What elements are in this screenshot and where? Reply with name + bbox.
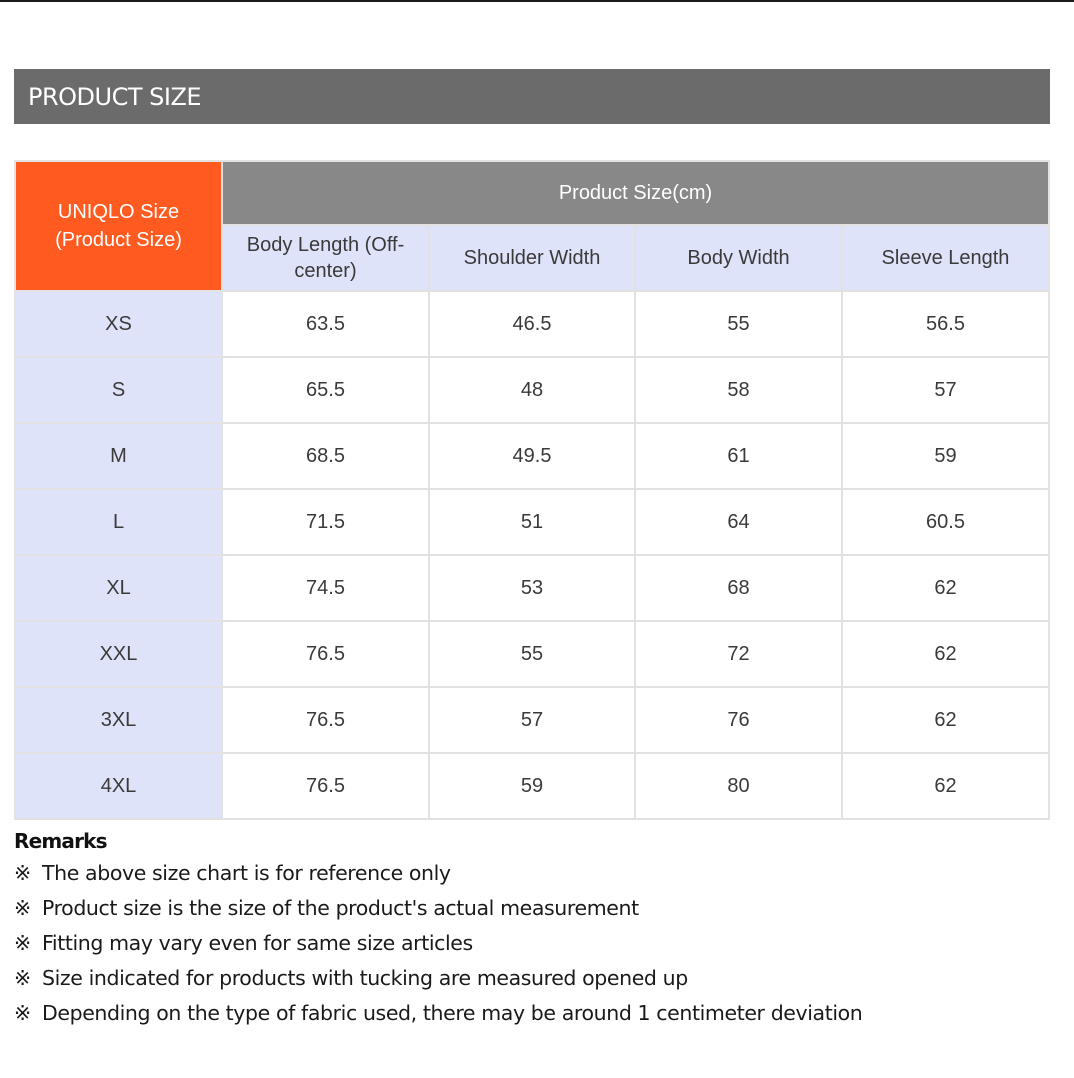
table-row xyxy=(15,423,1049,489)
measurement-cell: 76.5 xyxy=(222,621,429,687)
measurement-cell: 76.5 xyxy=(222,687,429,753)
measurement-cell: 71.5 xyxy=(222,489,429,555)
remarks-title: Remarks xyxy=(14,829,107,853)
remark-item xyxy=(14,856,1054,891)
remark-text: Size indicated for products with tucking are measured opened up xyxy=(42,966,688,990)
measurement-cell: 58 xyxy=(635,357,842,423)
measurement-cell: 62 xyxy=(842,621,1049,687)
column-header: Shoulder Width xyxy=(429,225,635,291)
reference-mark-icon: ※ xyxy=(14,931,31,955)
measurement-cell: 55 xyxy=(429,621,635,687)
reference-mark-icon: ※ xyxy=(14,861,31,885)
measurement-cell: 57 xyxy=(429,687,635,753)
measurement-cell: 48 xyxy=(429,357,635,423)
table-row xyxy=(15,555,1049,621)
measurement-cell: 60.5 xyxy=(842,489,1049,555)
table-row xyxy=(15,753,1049,819)
column-header: Body Width xyxy=(635,225,842,291)
size-label-cell: 3XL xyxy=(15,687,222,753)
size-label-cell: XXL xyxy=(15,621,222,687)
product-size-group-header: Product Size(cm) xyxy=(222,161,1049,225)
remark-item xyxy=(14,926,1054,961)
size-chart-table xyxy=(14,160,1050,820)
page-title: PRODUCT SIZE xyxy=(28,82,202,111)
remark-item xyxy=(14,996,1054,1031)
measurement-cell: 56.5 xyxy=(842,291,1049,357)
table-row xyxy=(15,291,1049,357)
remark-text: Fitting may vary even for same size articles xyxy=(42,931,473,955)
measurement-cell: 49.5 xyxy=(429,423,635,489)
remark-text: The above size chart is for reference only xyxy=(42,861,451,885)
measurement-cell: 68 xyxy=(635,555,842,621)
section-title-bar xyxy=(14,69,1050,124)
measurement-cell: 51 xyxy=(429,489,635,555)
size-label-cell: XL xyxy=(15,555,222,621)
measurement-cell: 55 xyxy=(635,291,842,357)
size-column-header xyxy=(15,161,222,291)
reference-mark-icon: ※ xyxy=(14,896,31,920)
table-row xyxy=(15,621,1049,687)
reference-mark-icon: ※ xyxy=(14,966,31,990)
remark-item xyxy=(14,961,1054,996)
measurement-cell: 64 xyxy=(635,489,842,555)
corner-line-1: UNIQLO Size xyxy=(57,201,180,223)
size-label-cell: M xyxy=(15,423,222,489)
size-label-cell: XS xyxy=(15,291,222,357)
remark-item xyxy=(14,891,1054,926)
remarks-section xyxy=(14,826,1054,1031)
measurement-cell: 65.5 xyxy=(222,357,429,423)
measurement-cell: 76.5 xyxy=(222,753,429,819)
table-row xyxy=(15,687,1049,753)
remark-text: Product size is the size of the product's actual measurement xyxy=(42,896,639,920)
measurement-cell: 62 xyxy=(842,555,1049,621)
measurement-cell: 76 xyxy=(635,687,842,753)
measurement-cell: 46.5 xyxy=(429,291,635,357)
size-label-cell: S xyxy=(15,357,222,423)
reference-mark-icon: ※ xyxy=(14,1001,31,1025)
measurement-cell: 80 xyxy=(635,753,842,819)
table-row xyxy=(15,489,1049,555)
top-divider xyxy=(0,0,1074,2)
measurement-cell: 61 xyxy=(635,423,842,489)
measurement-cell: 59 xyxy=(842,423,1049,489)
measurement-cell: 62 xyxy=(842,753,1049,819)
size-label-cell: L xyxy=(15,489,222,555)
measurement-cell: 59 xyxy=(429,753,635,819)
table-row xyxy=(15,357,1049,423)
measurement-cell: 74.5 xyxy=(222,555,429,621)
column-header: Sleeve Length xyxy=(842,225,1049,291)
measurement-cell: 62 xyxy=(842,687,1049,753)
size-label-cell: 4XL xyxy=(15,753,222,819)
measurement-cell: 57 xyxy=(842,357,1049,423)
column-header: Body Length (Off-center) xyxy=(222,225,429,291)
measurement-cell: 53 xyxy=(429,555,635,621)
corner-line-2: (Product Size) xyxy=(55,229,182,251)
measurement-cell: 68.5 xyxy=(222,423,429,489)
remark-text: Depending on the type of fabric used, there may be around 1 centimeter deviation xyxy=(42,1001,863,1025)
measurement-cell: 63.5 xyxy=(222,291,429,357)
measurement-cell: 72 xyxy=(635,621,842,687)
